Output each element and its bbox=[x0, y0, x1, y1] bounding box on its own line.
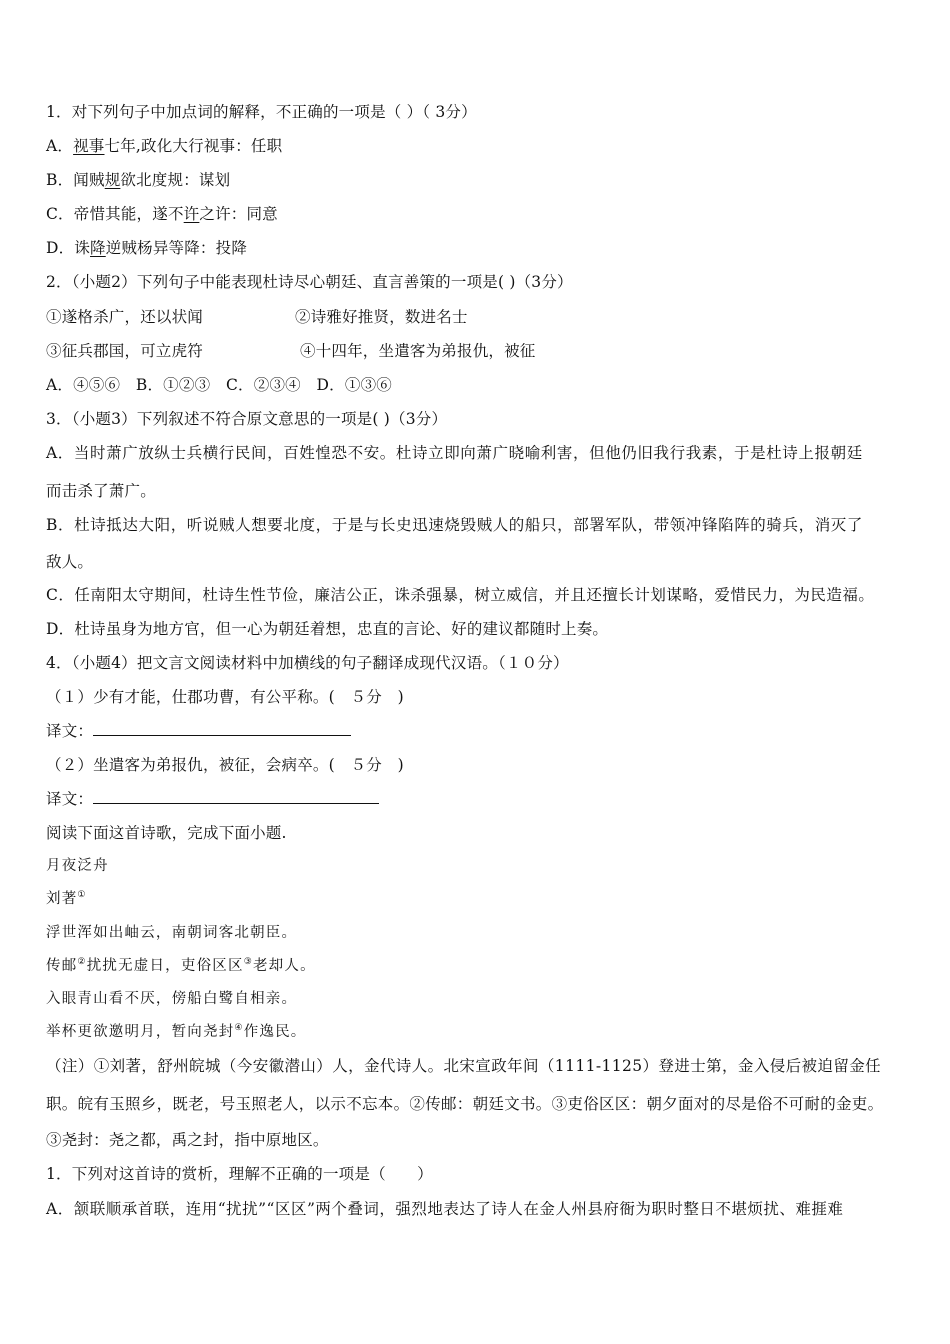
poem-intro: 阅读下面这首诗歌，完成下面小题. bbox=[46, 824, 287, 842]
q2-item-1: ①遂格杀广，还以状闻 bbox=[46, 308, 204, 326]
q3-option-b-cont: 敌人。 bbox=[46, 553, 94, 571]
dotted-word: 视事 bbox=[73, 137, 105, 155]
q3-option-c: C．任南阳太守期间，杜诗生性节俭，廉洁公正，诛杀强暴，树立威信，并且还擅长计划谋略，爱惜民力，为民造福。 bbox=[46, 586, 875, 604]
q5-option-a: A．颔联顺承首联，连用“扰扰”“区区”两个叠词，强烈地表达了诗人在金人州县府衙为职时整日不堪烦扰、难捱难 bbox=[46, 1200, 844, 1218]
q1-option-a: A．视事七年,政化大行视事：任职 bbox=[46, 137, 283, 155]
poem-line-3: 入眼青山看不厌，傍船白鹭自相亲。 bbox=[46, 991, 298, 1007]
q4-sentence-2: （２）坐遣客为弟报仇，被征，会病卒。( ５分 ) bbox=[46, 756, 404, 774]
footnote-mark: ④ bbox=[234, 1023, 244, 1034]
footnote-mark: ② bbox=[77, 957, 87, 968]
notes-line-1: （注）①刘著，舒州皖城（今安徽潜山）人，金代诗人。北宋宣政年间（1111-1125）登进士第，金入侵后被迫留金任 bbox=[46, 1057, 882, 1075]
notes-line-3: ③尧封：尧之都，禹之封，指中原地区。 bbox=[46, 1131, 329, 1149]
footnote-mark: ① bbox=[77, 890, 87, 901]
poem-title: 月夜泛舟 bbox=[46, 858, 109, 874]
q5-stem: 1．下列对这首诗的赏析，理解不正确的一项是（ ） bbox=[46, 1165, 433, 1183]
poem-line-4: 举杯更欲邀明月，暂向尧封④作逸民。 bbox=[46, 1023, 307, 1040]
q2-item-2: ②诗雅好推贤，数进名士 bbox=[295, 308, 468, 326]
q2-stem: 2．（小题2）下列句子中能表现杜诗尽心朝廷、直言善策的一项是( )（3分） bbox=[46, 273, 573, 291]
dotted-word: 许 bbox=[183, 205, 200, 223]
footnote-mark: ③ bbox=[243, 957, 253, 968]
q3-option-b: B．杜诗抵达大阳，听说贼人想要北度，于是与长史迅速烧毁贼人的船只，部署军队，带领冲锋陷阵的骑兵，消灭了 bbox=[46, 516, 863, 534]
poem-author: 刘著① bbox=[46, 890, 87, 907]
q1-option-b: B．闻贼规欲北度规：谋划 bbox=[46, 171, 231, 189]
q3-option-a-cont: 而击杀了萧广。 bbox=[46, 482, 156, 500]
q3-option-a: A．当时萧广放纵士兵横行民间，百姓惶恐不安。杜诗立即向萧广晓喻利害，但他仍旧我行我素，于是杜诗上报朝廷 bbox=[46, 444, 863, 462]
q1-stem: 1．对下列句子中加点词的解释，不正确的一项是（ ）（ 3分） bbox=[46, 103, 477, 121]
dotted-word: 规 bbox=[104, 171, 121, 189]
poem-line-2: 传邮②扰扰无虚日，吏俗区区③老却人。 bbox=[46, 957, 316, 974]
q1-option-d: D．诛降逆贼杨异等降：投降 bbox=[46, 239, 248, 257]
q4-answer-1: 译文： bbox=[46, 720, 351, 742]
notes-line-2: 职。皖有玉照乡，既老，号玉照老人，以示不忘本。②传邮：朝廷文书。③吏俗区区：朝夕面对的尽是俗不可耐的金吏。 bbox=[46, 1095, 884, 1113]
q2-item-4: ④十四年，坐遣客为弟报仇，被征 bbox=[300, 342, 536, 360]
q2-options: A．④⑤⑥ B．①②③ C．②③④ D．①③⑥ bbox=[46, 376, 392, 394]
q2-item-3: ③征兵郡国，可立虎符 bbox=[46, 342, 204, 360]
answer-blank-2[interactable] bbox=[93, 789, 379, 804]
q4-answer-2: 译文： bbox=[46, 788, 379, 810]
q1-option-c: C．帝惜其能，遂不许之许：同意 bbox=[46, 205, 278, 223]
q4-stem: 4．（小题4）把文言文阅读材料中加横线的句子翻译成现代汉语。（１０分） bbox=[46, 654, 569, 672]
q3-stem: 3．（小题3）下列叙述不符合原文意思的一项是( )（3分） bbox=[46, 410, 448, 428]
answer-blank-1[interactable] bbox=[93, 721, 351, 736]
dotted-word: 降 bbox=[90, 239, 106, 257]
q4-sentence-1: （１）少有才能，仕郡功曹，有公平称。( ５分 ) bbox=[46, 688, 404, 706]
poem-line-1: 浮世浑如出岫云，南朝词客北朝臣。 bbox=[46, 925, 298, 941]
q3-option-d: D．杜诗虽身为地方官，但一心为朝廷着想，忠直的言论、好的建议都随时上奏。 bbox=[46, 620, 609, 638]
